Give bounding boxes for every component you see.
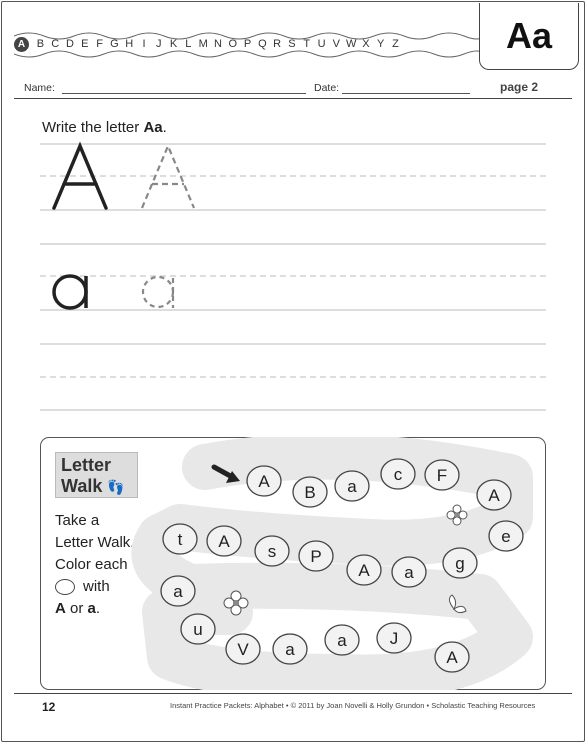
alphabet-row [14, 34, 403, 54]
logo-line2: Walk 👣 [61, 476, 125, 496]
stone-letter: P [310, 547, 322, 566]
letter-stone[interactable] [161, 576, 195, 606]
walk-text-1: Take a [55, 512, 100, 529]
date-line[interactable] [342, 93, 470, 94]
letter-stone[interactable] [489, 521, 523, 551]
model-uppercase-a [54, 146, 106, 208]
stone-path [40, 437, 546, 690]
alphabet-letter: F [96, 38, 103, 50]
alphabet-letter: I [142, 38, 146, 50]
alphabet-letter: Q [258, 38, 267, 50]
letter-stone[interactable] [347, 555, 381, 585]
letter-stone[interactable] [163, 524, 197, 554]
letter-stone[interactable] [226, 634, 260, 664]
name-line[interactable] [62, 93, 306, 94]
stone-letter: A [446, 648, 458, 667]
walk-text-2: Letter Walk. [55, 534, 135, 551]
footer-divider [14, 693, 572, 694]
walk-text-5: A or a. [55, 600, 101, 617]
alphabet-letter: H [125, 38, 134, 50]
stone-letter: V [237, 640, 249, 659]
page-label: page 2 [500, 80, 539, 94]
alphabet-letter: J [156, 38, 162, 50]
alphabet-letter: W [345, 38, 357, 50]
stone-letter: u [193, 620, 203, 639]
trace-uppercase-a [142, 146, 194, 208]
letter-tab [479, 3, 579, 70]
name-date-row [24, 80, 494, 98]
stone-letter: g [455, 554, 465, 573]
stone-letter: e [501, 527, 511, 546]
page-number: 12 [42, 700, 56, 714]
walk-text-3: Color each [55, 556, 128, 573]
instruction-letter: Aa [143, 119, 163, 136]
stone-letter: A [358, 561, 370, 580]
instruction-text: Write the letter [42, 119, 144, 136]
alphabet-letter: T [303, 38, 311, 50]
writing-instruction [42, 119, 167, 136]
alphabet-letter: S [288, 38, 296, 50]
stone-letter: F [436, 466, 448, 485]
trace-lowercase-a [143, 277, 173, 308]
letter-stone[interactable] [207, 526, 241, 556]
date-label: Date: [314, 82, 340, 94]
alphabet-letter: D [66, 38, 74, 50]
stone-letter: t [177, 530, 183, 549]
letter-stone[interactable] [181, 614, 215, 644]
alphabet-strip [14, 30, 474, 60]
stone-letter: a [404, 563, 414, 582]
stone-letter: J [389, 629, 399, 648]
letter-stone[interactable] [425, 460, 459, 490]
stone-letter: c [393, 465, 403, 484]
stone-letter: B [304, 483, 316, 502]
divider [14, 98, 572, 99]
letter-stone[interactable] [477, 480, 511, 510]
alphabet-badge: A [14, 37, 29, 52]
tab-letter: Aa [505, 15, 553, 56]
alphabet-letter: G [110, 38, 119, 50]
stone-letter: a [173, 582, 183, 601]
stone-letter: A [218, 532, 230, 551]
walk-text-4: with [55, 576, 150, 598]
alphabet-letter: Y [377, 38, 385, 50]
letter-stone[interactable] [293, 477, 327, 507]
handwriting-lines[interactable] [40, 140, 546, 420]
name-label: Name: [24, 82, 55, 94]
alphabet-letter: O [228, 38, 238, 50]
letter-stone[interactable] [381, 459, 415, 489]
alphabet-letter: P [243, 38, 252, 50]
footprint-icon: 👣 [107, 479, 125, 495]
alphabet-letter: V [332, 38, 340, 50]
letter-stone[interactable] [435, 642, 469, 672]
letter-stone[interactable] [247, 466, 281, 496]
alphabet-letter: R [273, 38, 282, 50]
alphabet-letter: B [36, 38, 45, 50]
letter-stone[interactable] [255, 536, 289, 566]
model-lowercase-a [54, 276, 86, 308]
stone-letter: a [347, 477, 357, 496]
stone-letter: A [488, 486, 500, 505]
logo-line1: Letter [61, 455, 112, 475]
stone-letter: a [285, 640, 295, 659]
alphabet-letter: L [185, 38, 192, 50]
alphabet-letter: M [198, 38, 208, 50]
stone-letter: s [267, 542, 277, 561]
alphabet-letter: Z [392, 38, 399, 50]
alphabet-letter: E [81, 38, 89, 50]
letter-stone[interactable] [325, 625, 359, 655]
stone-letter: a [337, 631, 347, 650]
letter-stone[interactable] [377, 623, 411, 653]
alphabet-letter: U [317, 38, 326, 50]
footer-credit: Instant Practice Packets: Alphabet • © 2011 by Joan Novelli & Holly Grundon • Scholastic Teaching Resources [170, 701, 536, 710]
letter-stone[interactable] [443, 548, 477, 578]
alphabet-letter: X [362, 38, 370, 50]
letter-stone[interactable] [335, 471, 369, 501]
instruction-period: . [162, 119, 167, 136]
stone-letter: A [258, 472, 270, 491]
alphabet-letter: N [213, 38, 222, 50]
letter-stone[interactable] [299, 541, 333, 571]
alphabet-letter: K [169, 38, 178, 50]
letter-stone[interactable] [273, 634, 307, 664]
alphabet-letter: C [51, 38, 60, 50]
letter-stone[interactable] [392, 557, 426, 587]
